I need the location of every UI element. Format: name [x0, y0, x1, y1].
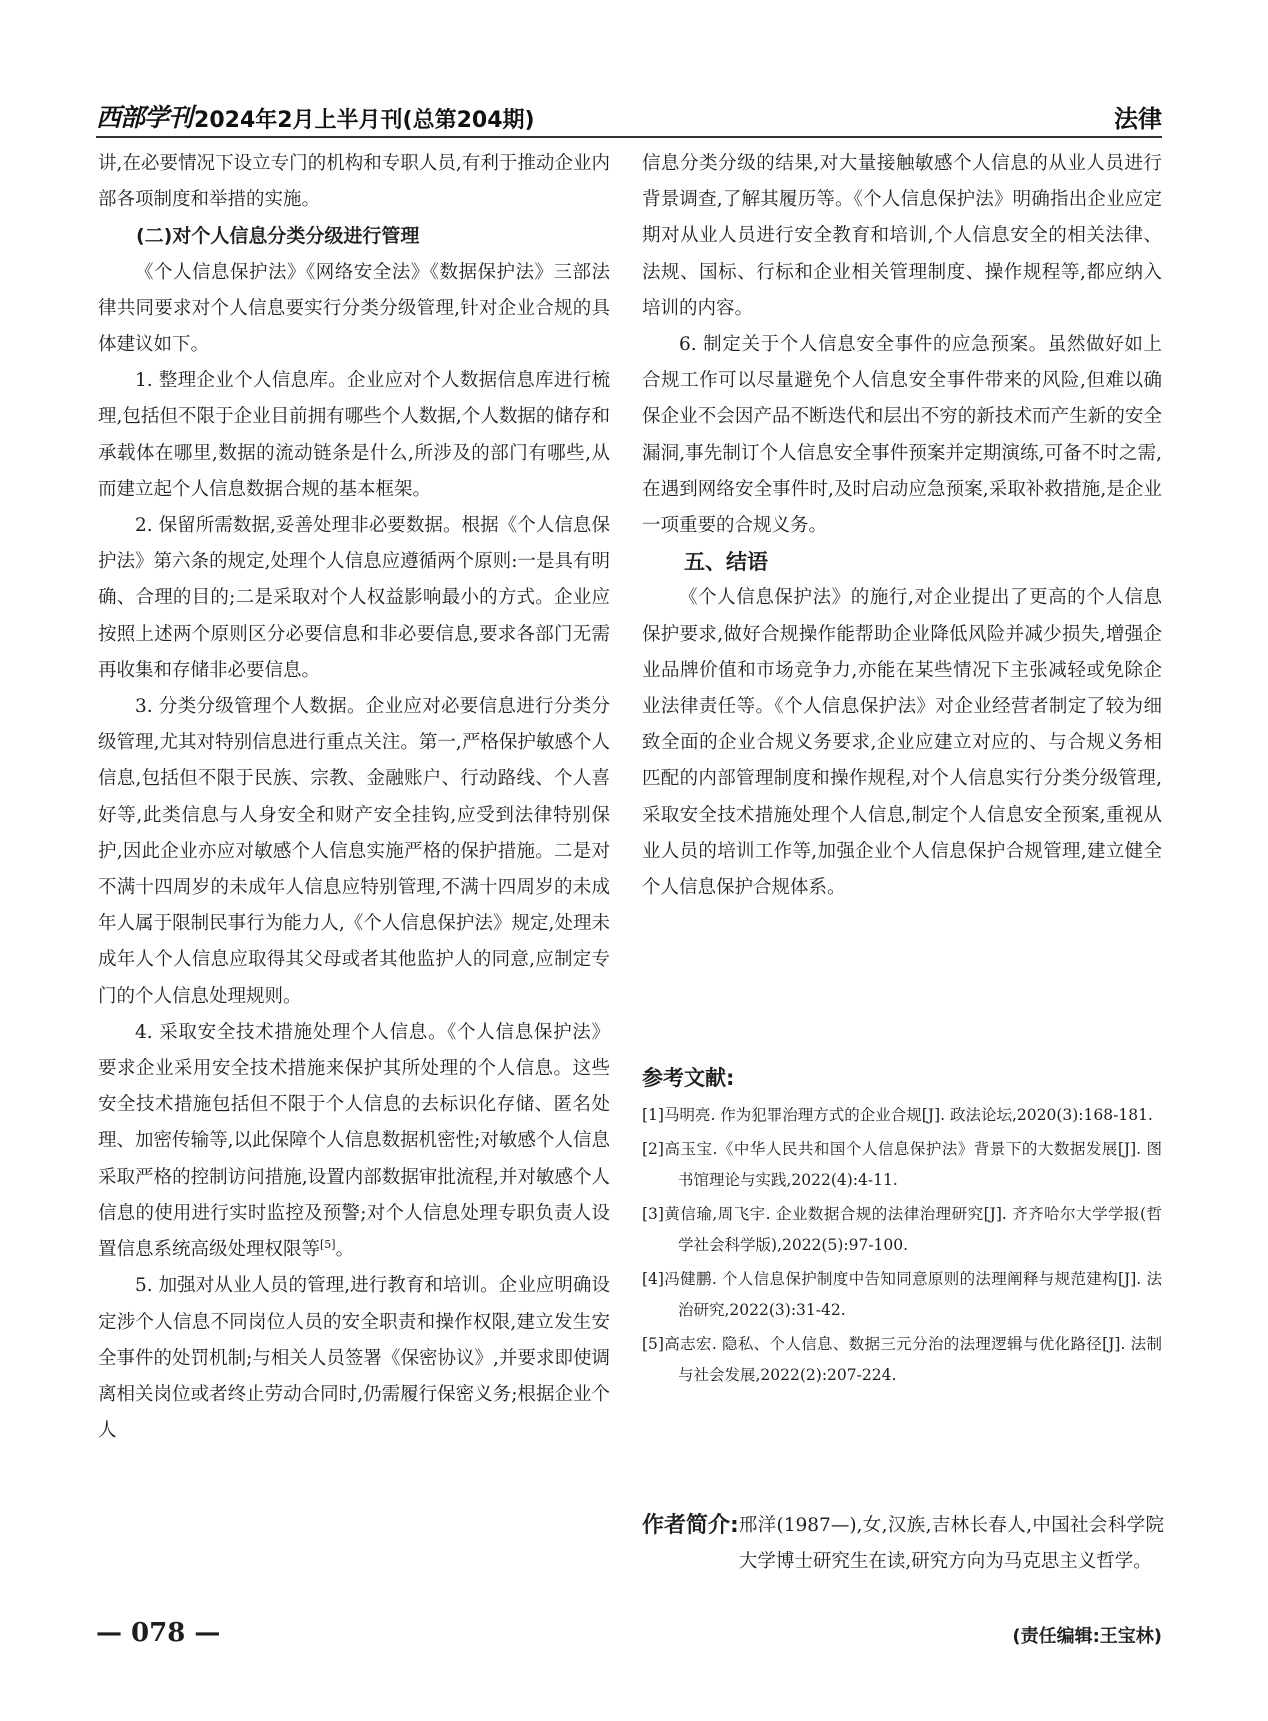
page-number: — 078 — [96, 1618, 221, 1648]
page-header [96, 88, 1162, 134]
paragraph: 5. 加强对从业人员的管理,进行教育和培训。企业应明确设定涉个人信息不同岗位人员的安全职责和操作权限,建立发生安全事件的处罚机制;与相关人员签署《保密协议》,并要求即使调离相关岗位或者终止劳动合同时,仍需履行保密义务;根据企业个人 [98, 1275, 610, 1442]
references-list [642, 1100, 1162, 1394]
section-heading: 五、结语 [684, 550, 768, 575]
author-bio [642, 1508, 1164, 1580]
author-label: 作者简介: [642, 1513, 739, 1538]
author-text: 邢洋(1987—),女,汉族,吉林长春人,中国社会科学院大学博士研究生在读,研究方向为马克思主义哲学。 [738, 1515, 1164, 1572]
paragraph: 《个人信息保护法》《网络安全法》《数据保护法》三部法律共同要求对个人信息要实行分类分级管理,针对企业合规的具体建议如下。 [98, 261, 610, 356]
paragraph-end: 。 [335, 1239, 355, 1261]
reference-item: [3]黄信瑜,周飞宇. 企业数据合规的法律治理研究[J]. 齐齐哈尔大学学报(哲学社会科学版),2022(5):97-100. [642, 1204, 1162, 1254]
references-heading: 参考文献: [642, 1066, 735, 1090]
header-left [96, 98, 535, 134]
paragraph-text: 4. 采取安全技术措施处理个人信息。《个人信息保护法》要求企业采用安全技术措施来保护其所处理的个人信息。这些安全技术措施包括但不限于个人信息的去标识化存储、匿名处理、加密传输等,以此保障个人信息数据机密性;对敏感个人信息采取严格的控制访问措施,设置内部数据审批流程,并对敏感个人信息的使用进行实时监控及预警;对个人信息处理专职负责人设置信息系统高级处理权限等 [98, 1021, 610, 1261]
section-tag: 法律 [1114, 105, 1162, 133]
paragraph: 6. 制定关于个人信息安全事件的应急预案。虽然做好如上合规工作可以尽量避免个人信息安全事件带来的风险,但难以确保企业不会因产品不断迭代和层出不穷的新技术而产生新的安全漏洞,事先制订个人信息安全事件预案并定期演练,可备不时之需,在遇到网络安全事件时,及时启动应急预案,采取补救措施,是企业一项重要的合规义务。 [642, 334, 1162, 537]
reference-item: [4]冯健鹏. 个人信息保护制度中告知同意原则的法理阐释与规范建构[J]. 法治研究,2022(3):31-42. [642, 1269, 1162, 1319]
paragraph: 2. 保留所需数据,妥善处理非必要数据。根据《个人信息保护法》第六条的规定,处理个人信息应遵循两个原则:一是具有明确、合理的目的;二是采取对个人权益影响最小的方式。企业应按照上述两个原则区分必要信息和非必要信息,要求各部门无需再收集和存储非必要信息。 [98, 515, 610, 681]
left-column [98, 146, 610, 1449]
paragraph: 讲,在必要情况下设立专门的机构和专职人员,有利于推动企业内部各项制度和举措的实施。 [98, 153, 610, 211]
citation-ref: [5] [320, 1237, 336, 1251]
paragraph: 信息分类分级的结果,对大量接触敏感个人信息的从业人员进行背景调查,了解其履历等。《个人信息保护法》明确指出企业应定期对从业人员进行安全教育和培训,个人信息安全的相关法律、法规、国标、行标和企业相关管理制度、操作规程等,都应纳入培训的内容。 [642, 153, 1162, 319]
header-divider [96, 136, 1162, 138]
reference-item: [2]高玉宝.《中华人民共和国个人信息保护法》背景下的大数据发展[J]. 图书馆理论与实践,2022(4):4-11. [642, 1139, 1162, 1189]
paragraph: 3. 分类分级管理个人数据。企业应对必要信息进行分类分级管理,尤其对特别信息进行重点关注。第一,严格保护敏感个人信息,包括但不限于民族、宗教、金融账户、行动路线、个人喜好等,此类信息与人身安全和财产安全挂钩,应受到法律特别保护,因此企业亦应对敏感个人信息实施严格的保护措施。二是对不满十四周岁的未成年人信息应特别管理,不满十四周岁的未成年人属于限制民事行为能力人,《个人信息保护法》规定,处理未成年人个人信息应取得其父母或者其他监护人的同意,应制定专门的个人信息处理规则。 [98, 696, 610, 1007]
reference-item: [1]马明亮. 作为犯罪治理方式的企业合规[J]. 政法论坛,2020(3):168-181. [642, 1106, 1153, 1124]
reference-item: [5]高志宏. 隐私、个人信息、数据三元分治的法理逻辑与优化路径[J]. 法制与社会发展,2022(2):207-224. [642, 1334, 1162, 1384]
right-column [642, 146, 1162, 906]
paragraph [98, 1015, 610, 1268]
responsible-editor: (责任编辑:王宝林) [1012, 1626, 1162, 1647]
subsection-heading: (二)对个人信息分类分级进行管理 [136, 225, 420, 248]
paragraph: 1. 整理企业个人信息库。企业应对个人数据信息库进行梳理,包括但不限于企业目前拥有哪些个人数据,个人数据的储存和承载体在哪里,数据的流动链条是什么,所涉及的部门有哪些,从而建立起个人信息数据合规的基本框架。 [98, 370, 610, 500]
paragraph: 《个人信息保护法》的施行,对企业提出了更高的个人信息保护要求,做好合规操作能帮助企业降低风险并减少损失,增强企业品牌价值和市场竞争力,亦能在某些情况下主张减轻或免除企业法律责任等。《个人信息保护法》对企业经营者制定了较为细致全面的企业合规义务要求,企业应建立对应的、与合规义务相匹配的内部管理制度和操作规程,对个人信息实行分类分级管理,采取安全技术措施处理个人信息,制定个人信息安全预案,重视从业人员的培训工作等,加强企业个人信息保护合规管理,建立健全个人信息保护合规体系。 [642, 587, 1162, 899]
issue-info: 2024年2月上半月刊(总第204期) [194, 108, 535, 133]
journal-logo: 西部学刊 [96, 103, 193, 132]
